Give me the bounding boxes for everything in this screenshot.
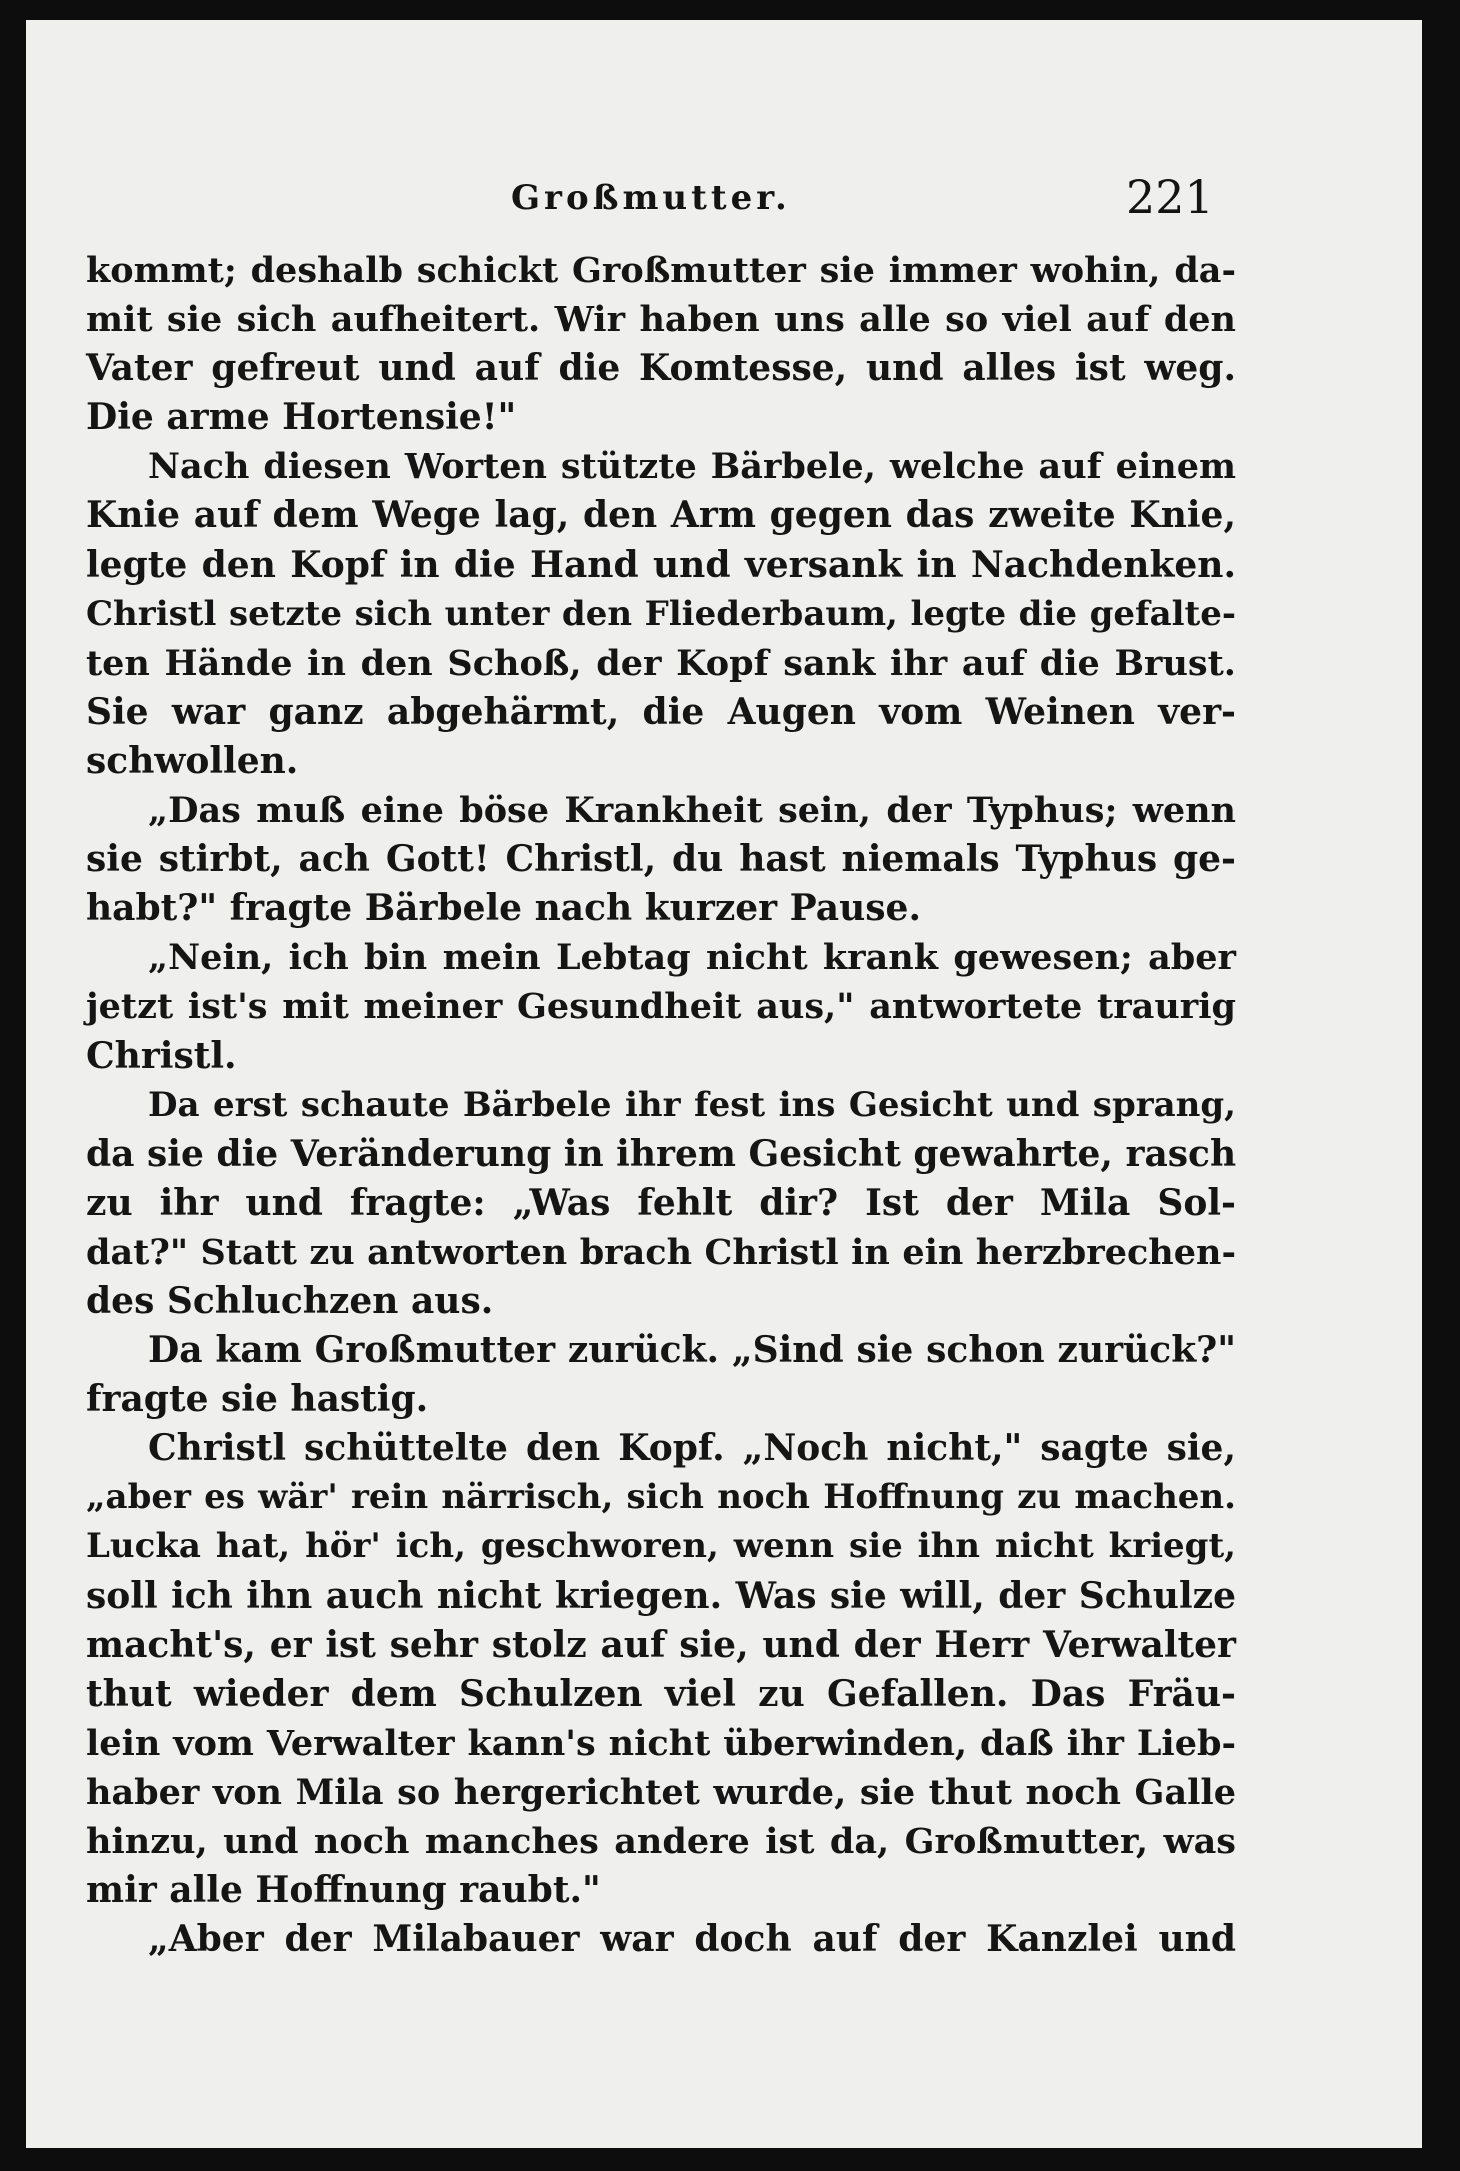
text-line: Die arme Hortensie!" (86, 396, 517, 439)
text-line: dat?" Statt zu antworten brach Christl in ein herzbrechen- (86, 1231, 1236, 1273)
text-line: lein vom Verwalter kann's nicht überwinden, daß ihr Lieb- (86, 1722, 1236, 1764)
text-line: ten Hände in den Schoß, der Kopf sank ihr auf die Brust. (86, 642, 1236, 684)
text-line: da sie die Veränderung in ihrem Gesicht gewahrte, rasch (86, 1132, 1237, 1175)
text-line: Christl. (86, 1034, 237, 1077)
text-line: habt?" fragte Bärbele nach kurzer Pause. (86, 887, 921, 930)
book-page (26, 20, 1422, 2148)
page-header (26, 170, 1422, 230)
text-line: macht's, er ist sehr stolz auf sie, und der Herr Verwalter (86, 1623, 1236, 1666)
text-line: Sie war ganz abgehärmt, die Augen vom Weinen ver- (86, 690, 1236, 733)
text-line: Da erst schaute Bärbele ihr fest ins Gesicht und sprang, (148, 1084, 1236, 1125)
text-line: Christl setzte sich unter den Fliederbaum, legte die gefalte- (86, 593, 1236, 634)
page-number: 221 (1126, 170, 1214, 224)
text-line: mir alle Hoffnung raubt." (86, 1869, 601, 1912)
text-line: thut wieder dem Schulzen viel zu Gefallen. Das Fräu- (86, 1672, 1236, 1715)
text-line: schwollen. (86, 739, 299, 782)
text-line: kommt; deshalb schickt Großmutter sie immer wohin, da- (86, 250, 1236, 291)
text-line: Da kam Großmutter zurück. „Sind sie schon zurück?" (148, 1329, 1236, 1372)
text-line: zu ihr und fragte: „Was fehlt dir? Ist der Mila Sol- (86, 1181, 1236, 1224)
running-head: Großmutter. (511, 178, 791, 218)
text-line: sie stirbt, ach Gott! Christl, du hast niemals Typhus ge- (86, 838, 1236, 881)
text-line: Christl schüttelte den Kopf. „Noch nicht," sagte sie, (148, 1427, 1236, 1470)
text-line: fragte sie hastig. (86, 1378, 429, 1421)
text-line: soll ich ihn auch nicht kriegen. Was sie will, der Schulze (86, 1574, 1236, 1617)
text-line: Vater gefreut und auf die Komtesse, und alles ist weg. (86, 347, 1236, 390)
text-line: Nach diesen Worten stützte Bärbele, welche auf einem (148, 446, 1236, 488)
text-line: Lucka hat, hör' ich, geschworen, wenn sie ihn nicht kriegt, (86, 1526, 1236, 1567)
text-line: haber von Mila so hergerichtet wurde, sie thut noch Galle (86, 1771, 1236, 1813)
text-line: jetzt ist's mit meiner Gesundheit aus," antwortete traurig (86, 986, 1236, 1028)
text-line: „Das muß eine böse Krankheit sein, der Typhus; wenn (148, 790, 1236, 832)
text-line: des Schluchzen aus. (86, 1279, 494, 1322)
text-line: „aber es wär' rein närrisch, sich noch Hoffnung zu machen. (86, 1477, 1236, 1518)
text-line: mit sie sich aufheitert. Wir haben uns alle so viel auf den (86, 299, 1236, 341)
text-line: „Nein, ich bin mein Lebtag nicht krank gewesen; aber (148, 937, 1236, 979)
text-line: legte den Kopf in die Hand und versank in Nachdenken. (86, 543, 1236, 586)
text-line: „Aber der Milabauer war doch auf der Kanzlei und (148, 1918, 1236, 1961)
text-line: hinzu, und noch manches andere ist da, Großmutter, was (86, 1821, 1236, 1862)
body-text (86, 246, 1236, 1964)
text-line: Knie auf dem Wege lag, den Arm gegen das zweite Knie, (86, 494, 1236, 537)
